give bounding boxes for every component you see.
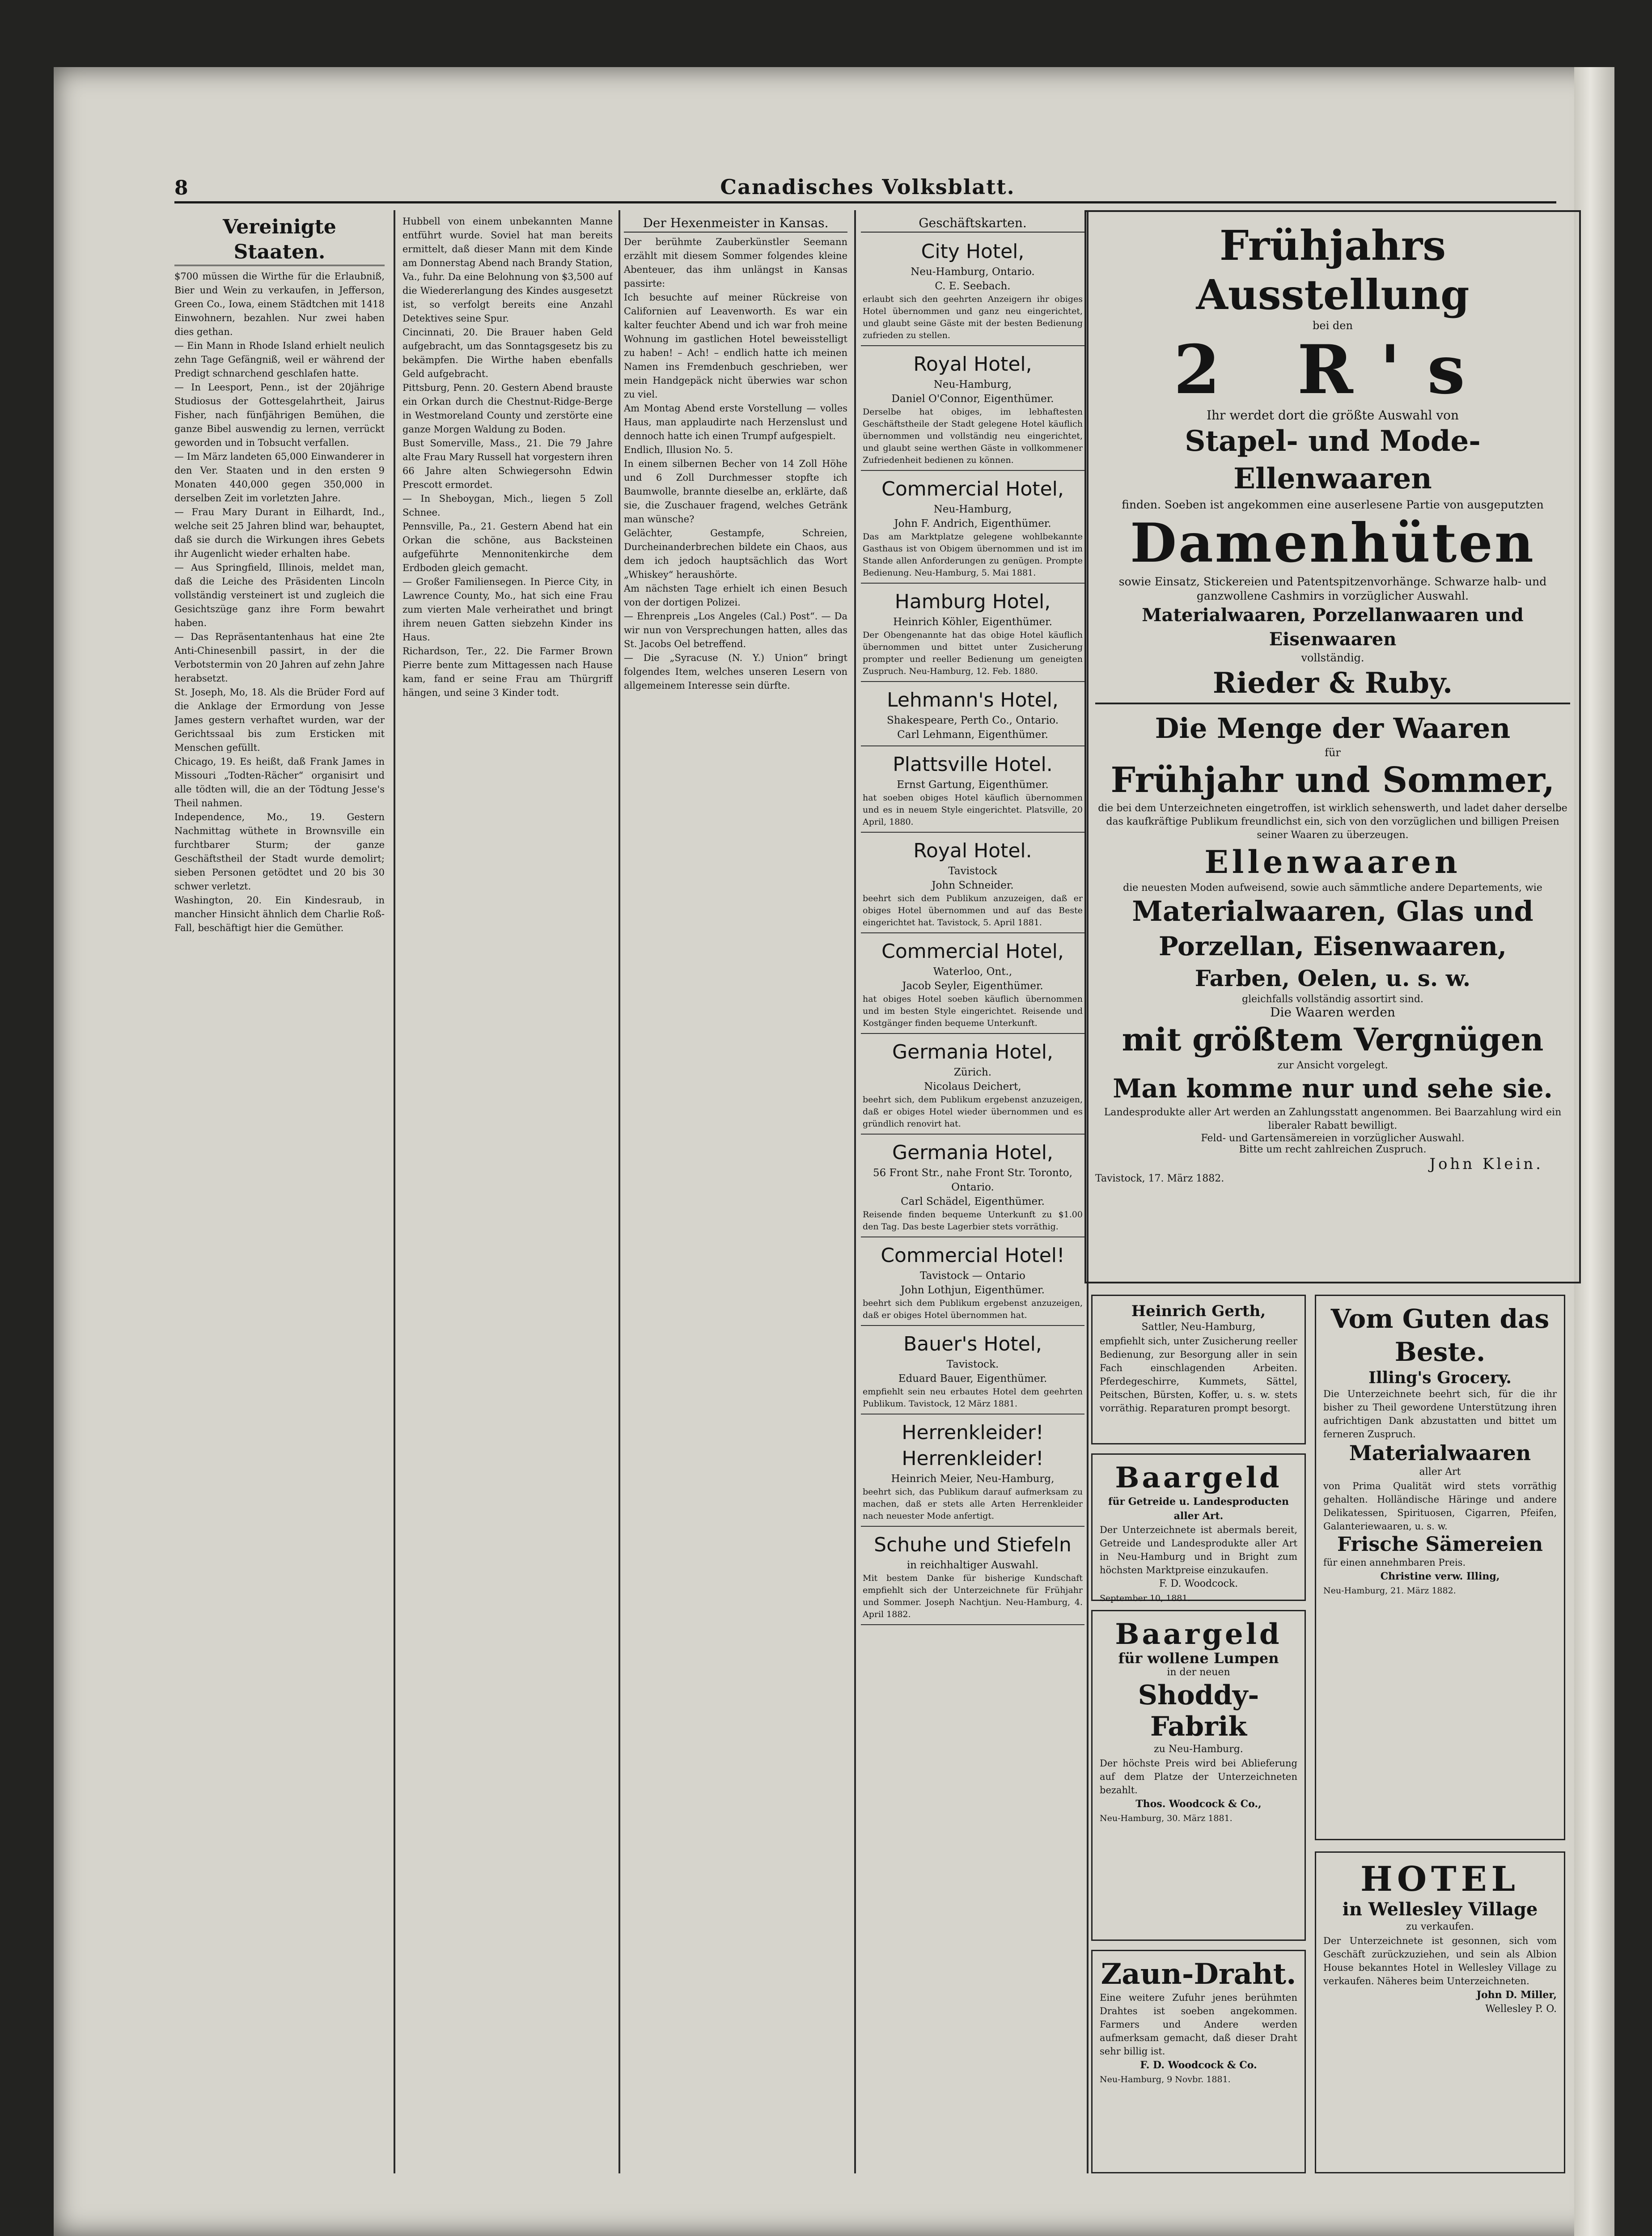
ad-text: Die Unterzeichnete beehrt sich, für die ihr bisher zu Theil gewordene Unterstützung ihren aufrichtigen Dank abzustatten und bittet um ferneren Zuspruch.	[1323, 1389, 1557, 1440]
hotel-text: Reisende finden bequeme Unterkunft zu $1.00 den Tag. Das beste Lagerbier stets vorräthig.	[863, 1210, 1083, 1232]
hotel-text: hat soeben obiges Hotel käuflich übernommen und es in neuem Style eingerichtet. Platsville, 20 April, 1880.	[863, 793, 1083, 827]
ad-text: Der Unterzeichnete ist abermals bereit, Getreide und Landesprodukte aller Art in Neu-Hamburg und in Bright zum höchsten Marktpreise einzukaufen.	[1100, 1525, 1297, 1575]
column-rule	[854, 210, 856, 2173]
ad-text: Eine weitere Zufuhr jenes berühmten Drahtes ist soeben angekommen. Farmers und Andere werden aufmerksam gemacht, daß dieser Draht sehr billig ist.	[1100, 1992, 1297, 2057]
hotel-loc: Neu-Hamburg,	[933, 379, 1012, 390]
hotel-owner: Ernst Gartung, Eigenthümer.	[897, 779, 1049, 791]
hotel-text: Derselbe hat obiges, im lebhaftesten Geschäftstheile der Stadt gelegene Hotel käuflich übernommen und vollständig neu eingerichtet, und glaubt seine werthen Gäste in vollkommener Zufriedenheit bedienen zu können.	[863, 407, 1083, 465]
ad-text: empfiehlt sich, unter Zusicherung reeller Bedienung, zur Besorgung aller in sein Fach einschlagenden Arbeiten. Pferdegeschirre, Kummets, Sättel, Peitschen, Bürsten, Koffer, u. s. w. stets vorräthig. Reparaturen prompt besorgt.	[1100, 1336, 1297, 1414]
hotel-card	[861, 748, 1084, 833]
hotel-name: Hamburg Hotel,	[894, 590, 1051, 613]
ad-text: Ihr werdet dort die größte Auswahl von	[1206, 408, 1459, 423]
hotel-sale-ad	[1315, 1851, 1565, 2173]
ad-headline: HOTEL	[1360, 1859, 1520, 1899]
ad-text: für	[1325, 746, 1341, 759]
ad-headline: Porzellan, Eisenwaaren,	[1158, 931, 1507, 961]
news-column-1	[174, 215, 385, 2173]
hotel-card	[861, 1529, 1084, 1625]
hotel-owner: C. E. Seebach.	[935, 280, 1011, 292]
hotel-card	[861, 684, 1084, 746]
hotel-text: beehrt sich dem Publikum anzuzeigen, daß er obiges Hotel übernommen und auf das Beste eingerichtet hat. Tavistock, 5. April 1881.	[863, 894, 1083, 927]
ad-headline: Frühjahr und Sommer,	[1110, 760, 1555, 800]
news-item: — Ein Mann in Rhode Island erhielt neulich zehn Tage Gefängniß, weil er während der Predigt schnarchend geschlafen hatte.	[174, 340, 385, 379]
ad-headline: Shoddy-Fabrik	[1138, 1680, 1259, 1742]
article-heading: Der Hexenmeister in Kansas.	[624, 215, 847, 233]
ad-headline: Vom Guten das Beste.	[1330, 1304, 1550, 1367]
ad-headline: Materialwaaren, Glas und	[1132, 895, 1533, 927]
news-item: Ich besuchte auf meiner Rückreise von Californien auf Leavenworth. Es war ein kalter feuchter Abend und ich war froh meine Wohnung im gastlichen Hotel beweisstelligt zu haben! – Ach! – endlich hatte ich meinen Namen ins Fremdenbuch geschrieben, wer mein Handgepäck nicht überwies war schon zu viel.	[624, 292, 847, 400]
hotel-card	[861, 935, 1084, 1034]
section-heading: Vereinigte Staaten.	[174, 215, 385, 266]
news-item: Pittsburg, Penn. 20. Gestern Abend brauste ein Orkan durch die Chestnut-Ridge-Berge in Westmoreland County und zerstörte eine ganze Morgen Waldung zu Boden.	[402, 382, 613, 435]
hotel-loc: Shakespeare, Perth Co., Ontario.	[886, 715, 1059, 726]
news-item: Am Montag Abend erste Vorstellung — volles Haus, man applaudirte nach Herzenslust und dennoch hatte ich einen Trumpf aufgespielt.	[624, 403, 847, 441]
ad-text: Die Waaren werden	[1270, 1005, 1395, 1020]
ad-subtitle: Illing's Grocery.	[1368, 1368, 1512, 1387]
ad-brand: 2 R's	[1173, 330, 1492, 409]
hotel-card	[861, 473, 1084, 584]
hotel-card	[861, 1416, 1084, 1527]
ad-headline: Frühjahrs Ausstellung	[1196, 221, 1470, 319]
ad-date: Neu-Hamburg, 30. März 1881.	[1100, 1813, 1233, 1823]
ad-signature: Christine verw. Illing,	[1380, 1571, 1500, 1582]
hotel-loc: in reichhaltiger Auswahl.	[906, 1559, 1039, 1571]
ad-text: die neuesten Moden aufweisend, sowie auch sämmtliche andere Departements, wie	[1123, 882, 1542, 894]
hotel-text: Das am Marktplatze gelegene wohlbekannte Gasthaus ist von Obigem übernommen und ist im Stande allen Anforderungen zu genügen. Prompte Bedienung. Neu-Hamburg, 5. Mai 1881.	[863, 532, 1083, 578]
hotel-name: Bauer's Hotel,	[903, 1333, 1042, 1355]
column-rule	[394, 210, 395, 2173]
news-item: — Das Repräsentantenhaus hat eine 2te Anti-Chinesenbill passirt, in der die Verbotstermin von 20 Jahren auf zehn Jahre herabsetzt.	[174, 631, 385, 684]
ad-headline: Baargeld	[1115, 1618, 1282, 1651]
ad-text: für einen annehmbaren Preis.	[1323, 1557, 1466, 1568]
ad-headline: Materialwaaren	[1349, 1441, 1531, 1465]
ad-text: Feld- und Gartensämereien in vorzüglicher Auswahl.	[1201, 1133, 1465, 1144]
grocery-ad	[1315, 1295, 1565, 1840]
ad-subtitle: in Wellesley Village	[1342, 1899, 1538, 1920]
news-item: — Großer Familiensegen. In Pierce City, in Lawrence County, Mo., hat sich eine Frau zum vierten Male verheirathet und bringt ihrem neuen Gatten siebzehn Kinder ins Haus.	[402, 576, 613, 643]
news-item: Independence, Mo., 19. Gestern Nachmittag wüthete in Brownsville ein furchtbarer Sturm; der ganze Geschäftstheil der Stadt wurde demolirt; sieben Personen getödtet und 20 bis 30 schwer verletzt.	[174, 812, 385, 892]
hotel-owner: Heinrich Köhler, Eigenthümer.	[893, 616, 1052, 628]
news-item: Bust Somerville, Mass., 21. Die 79 Jahre alte Frau Mary Russell hat vorgestern ihren 66 Jahre alten Schwiegersohn Edwin Prescott ermordet.	[402, 438, 613, 490]
news-item: — Frau Mary Durant in Eilhardt, Ind., welche seit 25 Jahren blind war, behauptet, daß sie durch die Wirkungen ihres Gebets ihr Augenlicht wieder erhalten habe.	[174, 507, 385, 559]
ad-text: Der höchste Preis wird bei Ablieferung auf dem Platze der Unterzeichneten bezahlt.	[1100, 1758, 1297, 1796]
news-item: — Aus Springfield, Illinois, meldet man, daß die Leiche des Präsidenten Lincoln vollständig versteinert ist und zugleich die Gesichtszüge ganz ihre Form bewahrt haben.	[174, 562, 385, 628]
saddler-ad	[1091, 1295, 1306, 1444]
hotel-owner: John Schneider.	[932, 880, 1014, 891]
ad-date: September 10, 1881.	[1100, 1593, 1190, 1603]
hotel-owner: Daniel O'Connor, Eigenthümer.	[891, 393, 1054, 405]
hotel-text: beehrt sich dem Publikum ergebenst anzuzeigen, daß er obiges Hotel übernommen hat.	[863, 1298, 1083, 1320]
hotel-owner: Eduard Bauer, Eigenthümer.	[898, 1373, 1047, 1385]
ad-headline: Man komme nur und sehe sie.	[1113, 1073, 1553, 1104]
ad-text: Bitte um recht zahlreichen Zuspruch.	[1239, 1144, 1427, 1155]
hotel-card	[861, 235, 1084, 346]
fence-wire-ad	[1091, 1950, 1306, 2173]
page-number: 8	[174, 177, 188, 199]
ad-headline: Frische Sämereien	[1337, 1533, 1543, 1556]
hotel-loc: 56 Front Str., nahe Front Str. Toronto, Ontario.	[873, 1167, 1073, 1193]
ad-text: aller Art	[1419, 1466, 1461, 1478]
hotel-loc: Zürich.	[953, 1067, 992, 1078]
hotel-owner: Carl Lehmann, Eigenthümer.	[897, 729, 1048, 741]
hotel-name: Royal Hotel,	[913, 353, 1032, 376]
news-item: — Die „Syracuse (N. Y.) Union“ bringt folgendes Item, welches unseren Lesern von allgemeinem Interesse sein dürfte.	[624, 652, 847, 691]
ad-signature: F. D. Woodcock & Co.	[1140, 2059, 1257, 2071]
hotel-name: Germania Hotel,	[892, 1141, 1053, 1164]
ad-subtitle: zu verkaufen.	[1406, 1921, 1474, 1932]
hotel-name: Herrenkleider! Herrenkleider!	[902, 1421, 1044, 1470]
ad-date: Neu-Hamburg, 21. März 1882.	[1323, 1586, 1456, 1596]
hotel-card	[861, 1328, 1084, 1414]
wool-rags-ad	[1091, 1610, 1306, 1941]
grain-cash-ad	[1091, 1453, 1306, 1601]
hotel-loc: Tavistock	[948, 865, 997, 877]
news-item: Am nächsten Tage erhielt ich einen Besuch von der dortigen Polizei.	[624, 583, 847, 608]
hotel-name: Germania Hotel,	[892, 1041, 1053, 1063]
hotel-name: Commercial Hotel!	[881, 1244, 1065, 1267]
news-item: St. Joseph, Mo, 18. Als die Brüder Ford auf die Anklage der Ermordung von Jesse James gestern verhaftet wurden, war der Gerichtssaal bis zum Ersticken mit Menschen gefüllt.	[174, 687, 385, 753]
ad-place: zu Neu-Hamburg.	[1154, 1744, 1243, 1755]
hotel-name: Lehmann's Hotel,	[887, 689, 1059, 711]
news-item: — In Leesport, Penn., ist der 20jährige Studiosus der Gottesgelahrtheit, Jairus Fisher, nach fünfjährigen Bemühen, die ganze Bibel auswendig zu lernen, verrückt geworden und in Tobsucht verfallen.	[174, 382, 385, 448]
hotel-loc: Heinrich Meier, Neu-Hamburg,	[891, 1473, 1055, 1485]
news-item: Cincinnati, 20. Die Brauer haben Geld aufgebracht, um das Sonntagsgesetz bis zu bekämpfen. Die Wirthe haben ebenfalls Geld aufgebracht.	[402, 327, 613, 379]
hotel-card	[861, 1239, 1084, 1326]
ad-headline: Die Menge der Waaren	[1155, 712, 1511, 745]
hotel-text: beehrt sich, dem Publikum ergebenst anzuzeigen, daß er obiges Hotel wieder übernommen und es gründlich renovirt hat.	[863, 1095, 1083, 1129]
hotel-name: Royal Hotel.	[913, 839, 1032, 862]
hotel-owner: Jacob Seyler, Eigenthümer.	[902, 980, 1043, 992]
news-column-3	[624, 215, 847, 2173]
ad-text: gleichfalls vollständig assortirt sind.	[1242, 994, 1423, 1005]
ad-text: bei den	[1313, 319, 1353, 332]
ad-merchant-name: Heinrich Gerth,	[1131, 1302, 1266, 1320]
masthead	[174, 172, 1556, 203]
news-item: Pennsville, Pa., 21. Gestern Abend hat ein Orkan die schöne, aus Backsteinen aufgeführte Mennonitenkirche dem Erdboden gleich gemacht.	[402, 521, 613, 573]
ad-headline: Farben, Oelen, u. s. w.	[1195, 965, 1471, 991]
hotel-text: Mit bestem Danke für bisherige Kundschaft empfiehlt sich der Unterzeichnete für Frühjahr und Sommer. Joseph Nachtjun. Neu-Hamburg, 4. April 1882.	[863, 1573, 1083, 1619]
hotel-loc: Neu-Hamburg, Ontario.	[911, 266, 1035, 278]
ad-headline: Ellenwaaren	[1204, 843, 1461, 881]
news-item: Der berühmte Zauberkünstler Seemann erzählt mit diesem Sommer folgendes kleine Abenteuer, das ihm unlängst in Kansas passirte:	[624, 237, 847, 289]
ad-trade: Sattler, Neu-Hamburg,	[1141, 1321, 1256, 1333]
ad-headline: mit größtem Vergnügen	[1122, 1021, 1544, 1058]
hotel-loc: Waterloo, Ont.,	[933, 966, 1012, 978]
news-item: — Ehrenpreis „Los Angeles (Cal.) Post“. — Da wir nun von Versprechungen hatten, alles das St. Jacobs Oel betreffend.	[624, 611, 847, 649]
hotel-loc: Tavistock — Ontario	[920, 1270, 1025, 1282]
hotel-name: City Hotel,	[921, 240, 1025, 263]
news-item: Gelächter, Gestampfe, Schreien, Durcheinanderbrechen bildete ein Chaos, aus dem ich jedoch hauptsächlich das Wort „Whiskey“ heraushörte.	[624, 528, 847, 580]
ad-text: von Prima Qualität wird stets vorräthig gehalten. Holländische Häringe und andere Delikatessen, Spirituosen, Cigarren, Pfeifen, Galanteriewaaren, u. s. w.	[1323, 1481, 1557, 1532]
ad-signature: John Klein.	[1429, 1155, 1543, 1173]
directory-heading: Geschäftskarten.	[861, 215, 1084, 233]
news-item: In einem silbernen Becher von 14 Zoll Höhe und 6 Zoll Durchmesser stopfte ich Baumwolle, brannte dieselbe an, erklärte, daß sie, die Zuschauer fragend, welches Getränk man wünsche?	[624, 458, 847, 525]
news-item: Washington, 20. Ein Kindesraub, in mancher Hinsicht ähnlich dem Charlie Roß-Fall, beschäftigt hier die Gemüther.	[174, 895, 385, 933]
hotel-name: Schuhe und Stiefeln	[874, 1533, 1072, 1556]
ad-text: die bei dem Unterzeichneten eingetroffen, ist wirklich sehenswerth, und ladet daher derselbe das kaufkräftige Publikum freundlichst ein, sich von den vorzüglichen und billigen Preisen seiner Waaren zu überzeugen.	[1098, 803, 1567, 841]
hotel-name: Plattsville Hotel.	[893, 753, 1053, 776]
news-item: Hubbell von einem unbekannten Manne entführt wurde. Soviel hat man bereits ermittelt, daß dieser Mann mit dem Kinde am Donnerstag Abend nach Brandy Station, Va., fuhr. Da eine Belohnung von $3,500 auf die Wiedererlangung des Kindes ausgesetzt ist, so verfolgt bereits eine Anzahl Detektives seine Spur.	[402, 216, 613, 324]
ad-headline: Stapel- und Mode-Ellenwaaren	[1185, 424, 1481, 495]
news-item: Chicago, 19. Es heißt, daß Frank James in Missouri „Todten-Rächer“ organisirt und alle tödten will, die an der Tödtung Jesse's Theil nahmen.	[174, 756, 385, 809]
ad-headline: Baargeld	[1115, 1461, 1282, 1495]
ad-signature: Thos. Woodcock & Co.,	[1135, 1798, 1262, 1810]
hotel-card	[861, 585, 1084, 682]
news-item: $700 müssen die Wirthe für die Erlaubniß, Bier und Wein zu verkaufen, in Jefferson, Green Co., Iowa, einem Städtchen mit 1418 Einwohnern, bezahlen. Nur zwei haben dies gethan.	[174, 271, 385, 337]
news-item: — In Sheboygan, Mich., liegen 5 Zoll Schnee.	[402, 493, 613, 518]
news-item: Richardson, Ter., 22. Die Farmer Brown Pierre bente zum Mittagessen nach Hause kam, fand er seine Frau am Thürgriff hängen, und seine 3 Kinder todt.	[402, 646, 613, 698]
hotel-text: empfiehlt sein neu erbautes Hotel dem geehrten Publikum. Tavistock, 12 März 1881.	[863, 1387, 1083, 1409]
ad-date: Tavistock, 17. März 1882.	[1095, 1173, 1224, 1184]
hotel-card	[861, 1036, 1084, 1135]
hotel-name: Commercial Hotel,	[881, 478, 1064, 500]
hotel-card	[861, 1136, 1084, 1237]
news-item: — Im März landeten 65,000 Einwanderer in den Ver. Staaten und in den ersten 9 Monaten 440,000 gegen 350,000 in derselben Zeit im vorletzten Jahre.	[174, 451, 385, 504]
hotel-directory-column	[861, 215, 1084, 2173]
hotel-loc: Tavistock.	[946, 1359, 999, 1370]
hotel-owner: John F. Andrich, Eigenthümer.	[894, 518, 1051, 529]
news-item: Endlich, Illusion No. 5.	[624, 445, 733, 455]
column-rule	[618, 210, 620, 2173]
ad-signature: F. D. Woodcock.	[1159, 1578, 1238, 1589]
ad-text: sowie Einsatz, Stickereien und Patentspitzenvorhänge. Schwarze halb- und ganzwollene Cashmirs in vorzüglicher Auswahl.	[1118, 575, 1547, 602]
ad-place: Wellesley P. O.	[1485, 2003, 1557, 2015]
ad-subtitle: für Getreide u. Landesproducten aller Art.	[1108, 1496, 1289, 1522]
ad-headline: Zaun-Draht.	[1101, 1957, 1296, 1991]
ad-text: in der neuen	[1167, 1667, 1230, 1678]
hotel-owner: Nicolaus Deichert,	[924, 1081, 1021, 1093]
hotel-text: erlaubt sich den geehrten Anzeigern ihr obiges Hotel übernommen und ganz neu eingerichtet, und glaubt seine Gäste mit der besten Bedienung zufrieden zu stellen.	[863, 294, 1083, 340]
ad-headline: Materialwaaren, Porzellanwaaren und Eisenwaaren	[1142, 605, 1524, 650]
hotel-owner: John Lothjun, Eigenthümer.	[901, 1284, 1045, 1296]
ad-text: vollständig.	[1301, 652, 1364, 664]
news-column-2	[402, 215, 613, 2173]
spring-exhibition-ad	[1084, 210, 1581, 1283]
hotel-card	[861, 348, 1084, 471]
ad-text: finden. Soeben ist angekommen eine auserlesene Partie von ausgeputzten	[1122, 498, 1544, 511]
hotel-text: hat obiges Hotel soeben käuflich übernommen und im besten Style eingerichtet. Reisende und Kostgänger finden bequeme Unterkunft.	[863, 994, 1083, 1028]
ad-text: Landesprodukte aller Art werden an Zahlungsstatt angenommen. Bei Baarzahlung wird ein liberaler Rabatt bewilligt.	[1104, 1107, 1562, 1131]
ad-signature: John D. Miller,	[1476, 1989, 1557, 2001]
hotel-card	[861, 834, 1084, 933]
ad-merchant-name: Rieder & Ruby.	[1095, 664, 1570, 704]
ad-date: Neu-Hamburg, 9 Novbr. 1881.	[1100, 2075, 1231, 2084]
hotel-list	[861, 235, 1084, 1625]
ad-text: zur Ansicht vorgelegt.	[1277, 1060, 1388, 1071]
hotel-loc: Neu-Hamburg,	[933, 504, 1012, 515]
ad-text: Der Unterzeichnete ist gesonnen, sich vom Geschäft zurückzuziehen, und sein als Albion House bekanntes Hotel in Wellesley Village zu verkaufen. Näheres beim Unterzeichneten.	[1323, 1935, 1557, 1986]
hotel-text: beehrt sich, das Publikum darauf aufmerksam zu machen, daß er stets alle Arten Herrenkleider nach neuester Mode anfertigt.	[863, 1487, 1083, 1521]
hotel-owner: Carl Schädel, Eigenthümer.	[901, 1196, 1045, 1207]
hotel-text: Der Obengenannte hat das obige Hotel käuflich übernommen und bittet unter Zusicherung prompter und reeller Bedienung um geneigten Zuspruch. Neu-Hamburg, 12. Feb. 1880.	[863, 630, 1083, 676]
ad-headline: Damenhüten	[1130, 512, 1535, 575]
newspaper-title: Canadisches Volksblatt.	[720, 175, 1015, 199]
ad-subtitle: für wollene Lumpen	[1118, 1650, 1279, 1667]
hotel-name: Commercial Hotel,	[881, 940, 1064, 963]
